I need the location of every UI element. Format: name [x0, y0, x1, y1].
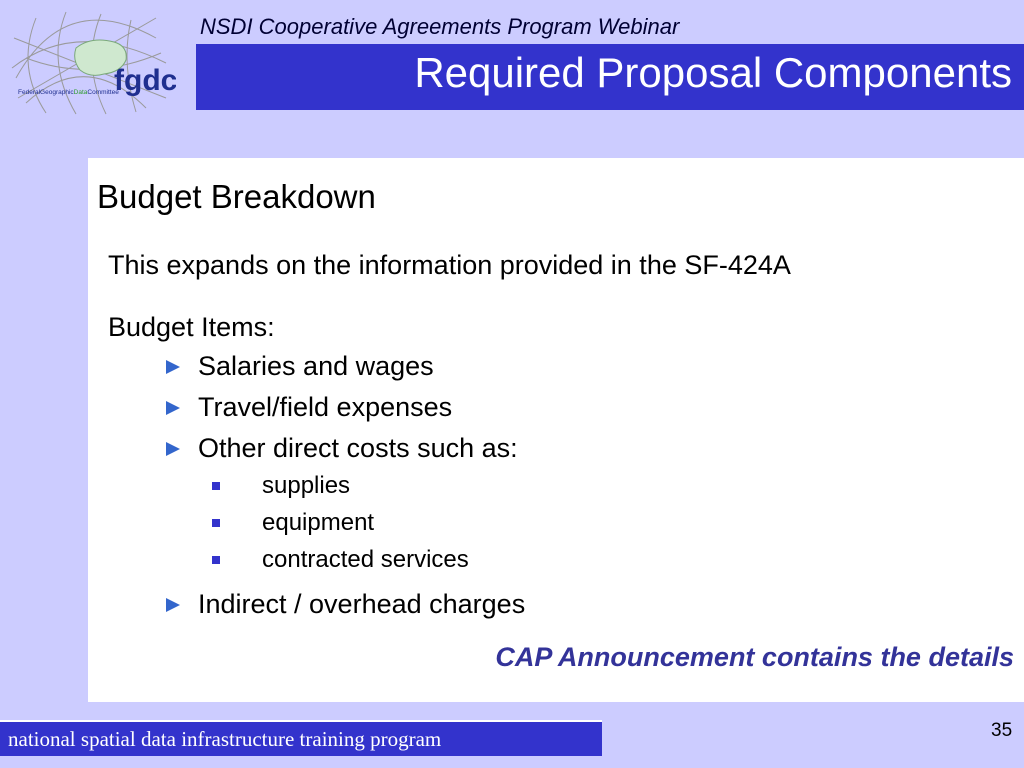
content-panel	[88, 158, 1024, 702]
slide-title: Required Proposal Components	[414, 49, 1012, 96]
list-item	[162, 389, 525, 430]
square-bullet-icon	[212, 519, 220, 527]
sub-list-item-label: equipment	[262, 509, 375, 536]
list-item-label: Indirect / overhead charges	[198, 589, 526, 619]
fgdc-logo	[6, 8, 176, 116]
sub-list-item	[162, 545, 525, 582]
list-item	[162, 430, 525, 471]
sub-list-container	[162, 471, 525, 582]
square-bullet-icon	[212, 556, 220, 564]
footer-program: national spatial data infrastructure training program	[8, 727, 442, 751]
triangle-arrow-icon	[166, 598, 180, 612]
triangle-arrow-icon	[166, 401, 180, 415]
program-title: NSDI Cooperative Agreements Program Webinar	[200, 14, 680, 39]
sub-list-item	[162, 471, 525, 508]
sub-list-item	[162, 508, 525, 545]
list-item	[162, 586, 525, 627]
globe-grid-usa-icon	[6, 8, 176, 116]
list-item	[162, 348, 525, 389]
budget-items-label: Budget Items:	[108, 312, 275, 342]
sub-list	[162, 471, 525, 582]
slide-number: 35	[991, 720, 1013, 741]
budget-items-list	[162, 348, 525, 627]
list-item-label: Salaries and wages	[198, 351, 434, 381]
details-note: CAP Announcement contains the details	[495, 642, 1014, 672]
triangle-arrow-icon	[166, 442, 180, 456]
title-bar	[196, 44, 1024, 110]
triangle-arrow-icon	[166, 360, 180, 374]
footer-bar	[0, 720, 602, 756]
logo-abbr: fgdc	[114, 64, 176, 97]
list-item-label: Other direct costs such as:	[198, 433, 518, 463]
intro-text: This expands on the information provided in the SF-424A	[108, 250, 791, 280]
list-item-label: Travel/field expenses	[198, 392, 453, 422]
square-bullet-icon	[212, 482, 220, 490]
sub-list-item-label: supplies	[262, 472, 351, 499]
sub-list-item-label: contracted services	[262, 546, 469, 573]
logo-tagline: FederalGeographicDataCommittee	[18, 89, 119, 96]
section-heading: Budget Breakdown	[97, 178, 376, 215]
